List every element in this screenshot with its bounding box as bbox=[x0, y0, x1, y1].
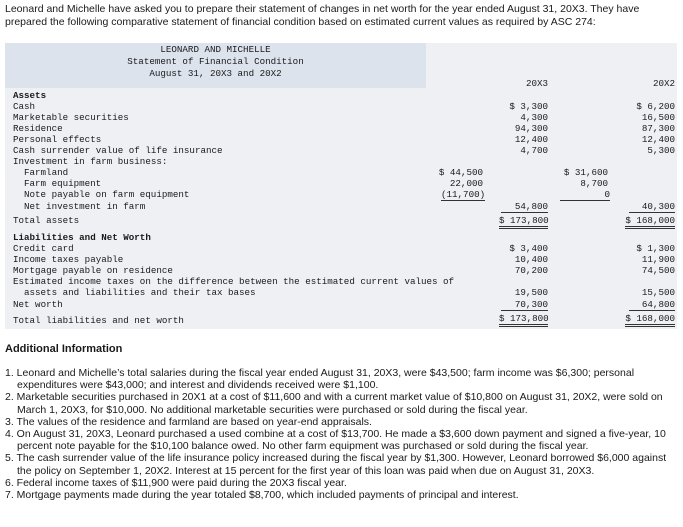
residence-label: Residence bbox=[13, 123, 63, 134]
statement-title: Statement of Financial Condition bbox=[127, 56, 304, 67]
list-item: 2. Marketable securities purchased in 20X1 at a cost of $11,600 and with a current market value of $10,800 on August 31, 20X2, were sold on March 1, 20X3, for $10,000. No additional marketable securities were purchased or sold during the fiscal year. bbox=[5, 391, 663, 416]
total-liabilities-20x3: $ 173,800 bbox=[499, 313, 548, 327]
additional-info-title: Additional Information bbox=[5, 343, 123, 355]
cash-20x2: $ 6,200 bbox=[636, 101, 675, 112]
marketable-20x2: 16,500 bbox=[641, 112, 675, 123]
net-worth-20x2: 64,800 bbox=[629, 299, 675, 311]
total-liabilities-label: Total liabilities and net worth bbox=[13, 315, 184, 326]
est-taxes-label-line1: Estimated income taxes on the difference between the estimated current values of bbox=[13, 276, 455, 287]
equipment-20x3: 22,000 bbox=[449, 178, 483, 189]
residence-20x2: 87,300 bbox=[641, 123, 675, 134]
personal-20x3: 12,400 bbox=[514, 134, 548, 145]
personal-label: Personal effects bbox=[13, 134, 102, 145]
column-header-20x3: 20X3 bbox=[525, 78, 548, 89]
cash-label: Cash bbox=[13, 101, 36, 112]
mortgage-20x2: 74,500 bbox=[641, 265, 675, 276]
farmland-20x2: $ 31,600 bbox=[563, 167, 608, 178]
net-worth-20x3: 70,300 bbox=[501, 299, 548, 311]
mortgage-label: Mortgage payable on residence bbox=[13, 265, 173, 276]
note-payable-20x3: (11,700) bbox=[441, 189, 486, 200]
list-item: 7. Mortgage payments made during the year totaled $8,700, which included payments of principal and interest. bbox=[5, 489, 519, 502]
net-worth-label: Net worth bbox=[13, 299, 63, 310]
residence-20x3: 94,300 bbox=[514, 123, 548, 134]
farmland-label: Farmland bbox=[24, 167, 69, 178]
csv-label: Cash surrender value of life insurance bbox=[13, 145, 223, 156]
credit-card-label: Credit card bbox=[13, 243, 74, 254]
csv-20x2: 5,300 bbox=[647, 145, 675, 156]
farm-heading: Investment in farm business: bbox=[13, 156, 168, 167]
column-header-20x2: 20X2 bbox=[652, 78, 675, 89]
list-item: 5. The cash surrender value of the life insurance policy increased during the fiscal year by $1,300. However, Leonard borrowed $6,000 against the policy on September 1, 20X2. Interest at 15 percent for the first year of this loan was paid when due on August 31, 20X3. bbox=[5, 452, 667, 477]
equipment-20x2: 8,700 bbox=[580, 178, 608, 189]
total-assets-20x3: $ 173,800 bbox=[499, 215, 548, 229]
net-farm-20x3: 54,800 bbox=[501, 201, 548, 213]
income-taxes-label: Income taxes payable bbox=[13, 254, 124, 265]
est-taxes-label-line2: assets and liabilities and their tax bases bbox=[24, 287, 256, 298]
additional-info-list bbox=[5, 367, 677, 501]
marketable-label: Marketable securities bbox=[13, 112, 129, 123]
net-farm-label: Net investment in farm bbox=[24, 201, 146, 212]
total-assets-20x2: $ 168,000 bbox=[625, 215, 675, 229]
marketable-20x3: 4,300 bbox=[520, 112, 548, 123]
income-taxes-20x3: 10,400 bbox=[514, 254, 548, 265]
liabilities-heading: Liabilities and Net Worth bbox=[13, 232, 151, 243]
equipment-label: Farm equipment bbox=[24, 178, 102, 189]
list-item: 6. Federal income taxes of $11,900 were paid during the 20X3 fiscal year. bbox=[5, 476, 347, 489]
list-item: 3. The values of the residence and farmland are based on year-end appraisals. bbox=[5, 415, 372, 428]
total-liabilities-20x2: $ 168,000 bbox=[625, 313, 675, 327]
list-item: 4. On August 31, 20X3, Leonard purchased a used combine at a cost of $13,700. He made a $3,600 down payment and signed a five-year, 10 percent note payable for the $10,100 balance owed. No other farm equipment was purchased or sold during the fiscal year. bbox=[5, 428, 666, 453]
statement-name: LEONARD AND MICHELLE bbox=[160, 44, 271, 55]
note-payable-label: Note payable on farm equipment bbox=[24, 189, 190, 200]
credit-card-20x2: $ 1,300 bbox=[636, 243, 675, 254]
mortgage-20x3: 70,200 bbox=[514, 265, 548, 276]
total-assets-label: Total assets bbox=[13, 215, 80, 226]
assets-heading: Assets bbox=[13, 90, 47, 101]
statement-header bbox=[5, 43, 426, 88]
income-taxes-20x2: 11,900 bbox=[641, 254, 675, 265]
farmland-20x3: $ 44,500 bbox=[438, 167, 483, 178]
personal-20x2: 12,400 bbox=[641, 134, 675, 145]
cash-20x3: $ 3,300 bbox=[509, 101, 548, 112]
note-payable-20x2: 0 bbox=[560, 189, 610, 201]
financial-statement bbox=[5, 43, 677, 329]
list-item: 1. Leonard and Michelle’s total salaries during the fiscal year ended August 31, 20X3, were $43,500; farm income was $6,300; personal expenditures were $43,000; and interest and dividends received were $1,100. bbox=[5, 367, 635, 392]
net-farm-20x2: 40,300 bbox=[629, 201, 675, 213]
est-taxes-20x3: 19,500 bbox=[514, 287, 548, 298]
intro-text: Leonard and Michelle have asked you to prepare their statement of changes in net worth for the year ended August 31, 20X3. They have prepared the following comparative statement of financial condition based on estimated current values as required by ASC 274: bbox=[5, 3, 640, 28]
est-taxes-20x2: 15,500 bbox=[641, 287, 675, 298]
statement-date: August 31, 20X3 and 20X2 bbox=[149, 68, 282, 79]
csv-20x3: 4,700 bbox=[520, 145, 548, 156]
credit-card-20x3: $ 3,400 bbox=[509, 243, 548, 254]
